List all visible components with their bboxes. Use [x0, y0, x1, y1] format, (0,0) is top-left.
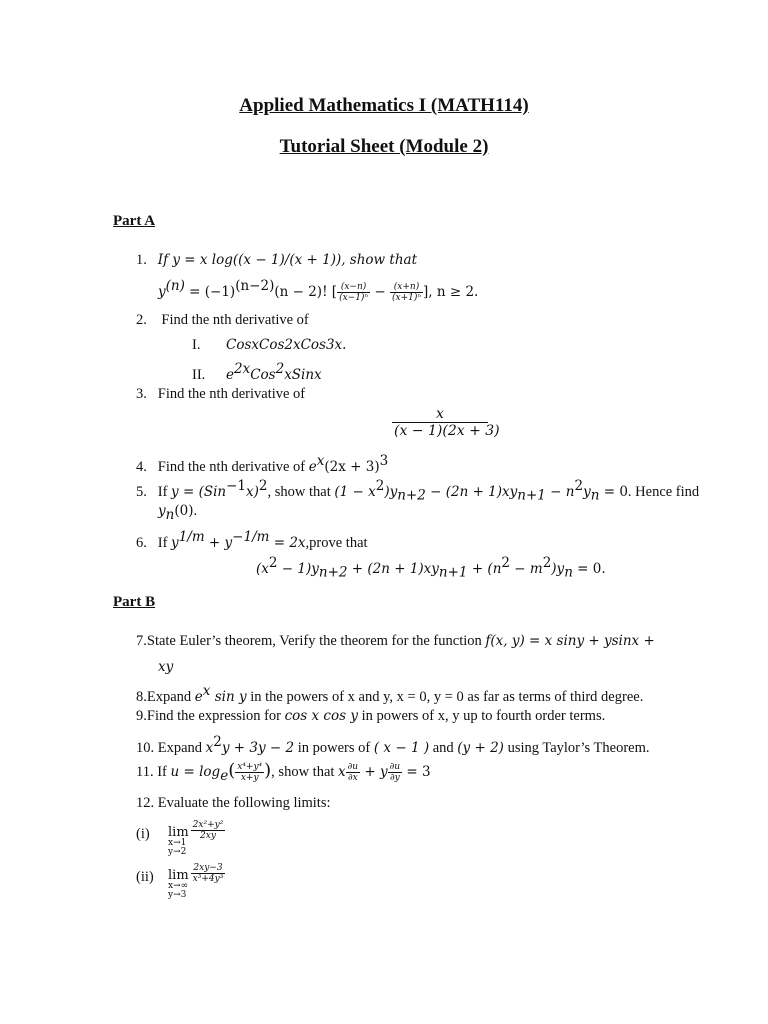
question-9: 9.Find the expression for cos x cos y in powers of x, y up to fourth order terms.	[136, 708, 606, 724]
limit-operator: lim x→1 y→2	[168, 825, 189, 857]
question-12: 12. Evaluate the following limits:	[136, 795, 331, 811]
question-6: 6. If $y^{1/m} + y^{-1/m}$ = 2x,prove that	[136, 529, 368, 551]
question-2-part-i: I. CosxCos2xCos3x.	[192, 337, 347, 353]
fraction: $\frac{\partial u}{\partial x}$	[347, 761, 359, 784]
question-number: 4.	[136, 458, 147, 475]
question-6-equation: $(x^2 - 1)y_{n+2} + (2n + 1)xy_{n+1} + (n^2 - m^2)y_n = 0$.	[256, 555, 606, 581]
q1-statement: If y = x log((x − 1)/(x + 1)), show that	[157, 252, 417, 268]
question-7: 7.State Euler’s theorem, Verify the theorem for the function f(x, y) = x siny + ysinx +	[136, 633, 655, 649]
question-11: 11. If $u = \log_e$( $\frac{\text{x⁴+y⁴}}{x+y}$ ), show that x $\frac{\partial u}{\partial x}$ + y $\frac{\partial u}{\partial y}$ = 3	[136, 760, 431, 784]
question-number: 5.	[136, 483, 147, 500]
fraction: $\frac{\text{2x²+y²}}{2xy}$	[192, 820, 224, 842]
question-number: 2.	[136, 312, 147, 328]
fraction: $\frac{2xy-3}{\text{x³+4y³}}$	[192, 863, 224, 885]
question-10: 10. Expand $x^2y + 3y - 2$ in powers of ( x − 1 ) and (y + 2) using Taylor’s Theorem.	[136, 734, 650, 756]
question-8: 8.Expand $e^x$ sin y in the powers of x and y, x = 0, y = 0 as far as terms of third degree.	[136, 683, 644, 705]
question-3-fraction	[392, 406, 500, 440]
question-4: 4. Find the nth derivative of $e^x(2x + 3)^3$	[136, 453, 389, 475]
document-title: Applied Mathematics I (MATH114)	[239, 95, 529, 116]
document-subtitle: Tutorial Sheet (Module 2)	[279, 136, 489, 157]
question-number: 6.	[136, 534, 147, 551]
question-7-continued: xy	[158, 659, 174, 675]
question-number: 1.	[136, 252, 147, 268]
question-1-formula: $y^{(n)} = (-1)^{(n-2)}(n - 2)$! [ $\frac{(x-n)}{\text{(x−1)ⁿ}}$ − $\frac{(x+n)}{\text{(x+1)ⁿ}}$ ], n ≥ 2.	[158, 278, 479, 303]
question-3: 3. Find the nth derivative of	[136, 386, 306, 402]
question-2: 2. Find the nth derivative of	[136, 312, 309, 328]
fraction: $\frac{\partial u}{\partial y}$	[389, 761, 401, 784]
question-5: 5. If $y = (Sin^{-1}x)^2$, show that $(1 - x^2)y_{n+2} - (2n + 1)xy_{n+1} - n^2y_n = 0$. Hence find	[136, 478, 700, 504]
part-a-heading: Part A	[113, 213, 156, 229]
part-b-heading: Part B	[113, 594, 156, 610]
question-1	[136, 252, 417, 269]
fraction: $\frac{x}{(x - 1)(2x + 3)}$	[394, 406, 500, 440]
limit-ii: (ii) lim x→∞ y→3 $\frac{2xy-3}{\text{x³+4y³}}$	[136, 863, 224, 900]
fraction: $\frac{\text{x⁴+y⁴}}{x+y}$	[237, 761, 263, 784]
fraction: $\frac{(x+n)}{\text{(x+1)ⁿ}}$	[391, 281, 421, 303]
question-number: 3.	[136, 386, 147, 402]
limit-operator: lim x→∞ y→3	[168, 868, 189, 900]
question-5-continued: $y_n(0)$.	[158, 503, 198, 523]
fraction: $\frac{(x-n)}{\text{(x−1)ⁿ}}$	[339, 281, 369, 303]
limit-i: (i) lim x→1 y→2 $\frac{\text{2x²+y²}}{2xy}$	[136, 820, 224, 857]
question-2-part-ii: II. $e^{2x}Cos^2xSinx$	[192, 361, 322, 383]
